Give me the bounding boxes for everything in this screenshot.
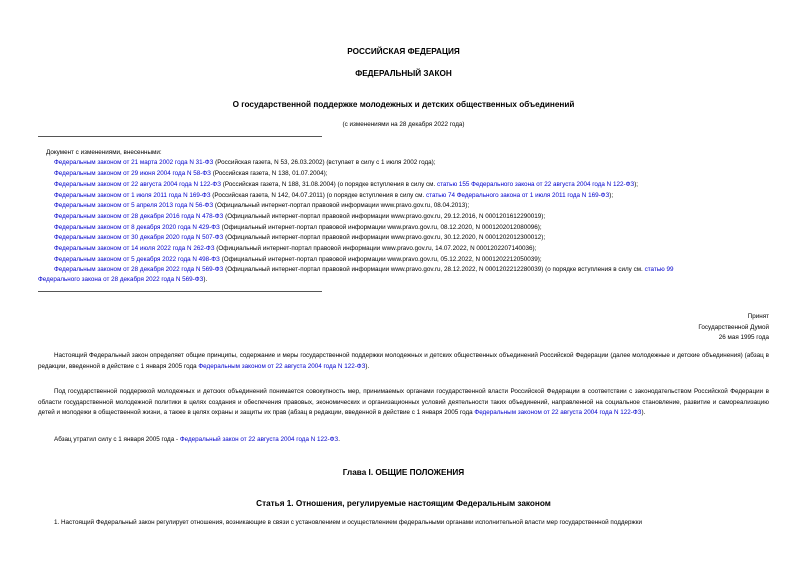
article-reference-link[interactable]: Федерального закона от 28 декабря 2022 года N 569-ФЗ [38, 276, 204, 283]
preamble-paragraph-2: Под государственной поддержкой молодежных и детских объединений понимается совокупность мер, принимаемых органами государственной власти Российской Федерации в соответствии с законодательством Российской Федерации в области государственной молодежной политики в целях создания и обеспечения правовых, экономических и организационных условий деятельности таких объединений, направленной на социальное становление, развитие и самореализацию детей и молодежи в общественной жизни, а также в целях охраны и защиты их прав (абзац в редакции, введенной в действие с 1 января 2005 года Федеральным законом от 22 августа 2004 года N 122-ФЗ). [38, 388, 769, 417]
divider-bottom [38, 291, 322, 292]
amendment-link[interactable]: Федеральным законом от 28 декабря 2016 года N 478-ФЗ [54, 213, 224, 220]
amendment-item: Федеральным законом от 8 декабря 2020 года N 429-ФЗ (Официальный интернет-портал правовой информации www.pravo.gov.ru, 08.12.2020, N 0001202012080096); [54, 224, 542, 231]
amendment-link[interactable]: Федеральным законом от 22 августа 2004 года N 122-ФЗ [198, 362, 366, 370]
divider-top [38, 136, 322, 137]
amendment-item: Федеральным законом от 30 декабря 2020 года N 507-ФЗ (Официальный интернет-портал правовой информации www.pravo.gov.ru, 30.12.2020, N 0001202012300012); [54, 234, 546, 241]
preamble-paragraph-1: Настоящий Федеральный закон определяет общие принципы, содержание и меры государственной поддержки молодежных и детских общественных объединений Российской Федерации (далее молодежные и детские объединения) (абзац в редакции, введенной в действие с 1 января 2005 года Федеральным законом от 22 августа 2004 года N 122-ФЗ). [38, 352, 769, 370]
law-title: О государственной поддержке молодежных и детских общественных объединений [232, 100, 575, 109]
chapter-heading: Глава I. ОБЩИЕ ПОЛОЖЕНИЯ [342, 468, 465, 477]
amendment-item: Федеральным законом от 5 декабря 2022 года N 498-ФЗ (Официальный интернет-портал правовой информации www.pravo.gov.ru, 05.12.2022, N 0001202212050039); [54, 256, 542, 263]
amendment-link[interactable]: Федеральный закон от 22 августа 2004 года N 122-ФЗ [179, 436, 339, 443]
article-heading: Статья 1. Отношения, регулируемые настоящим Федеральным законом [256, 499, 551, 508]
amendment-item: Федеральным законом от 29 июня 2004 года N 58-ФЗ (Российская газета, N 138, 01.07.2004); [54, 170, 328, 177]
amendment-item: Федеральным законом от 14 июля 2022 года N 262-ФЗ (Официальный интернет-портал правовой информации www.pravo.gov.ru, 14.07.2022, N 0001202207140036); [54, 245, 537, 252]
adoption-line: Принят [747, 313, 769, 320]
amendment-link[interactable]: Федеральным законом от 1 июля 2011 года N 169-ФЗ [54, 192, 211, 199]
amendment-item: Федеральным законом от 1 июля 2011 года N 169-ФЗ (Российская газета, N 142, 04.07.2011) (о порядке вступления в силу см. статью 74 Федерального закона от 1 июля 2011 года N 169-ФЗ); [54, 192, 614, 199]
amendment-link[interactable]: Федеральным законом от 22 августа 2004 года N 122-ФЗ [474, 409, 642, 417]
law-type-heading: ФЕДЕРАЛЬНЫЙ ЗАКОН [355, 69, 452, 78]
amendment-link[interactable]: Федеральным законом от 5 апреля 2013 года N 56-ФЗ [54, 202, 214, 209]
amendment-link[interactable]: Федеральным законом от 14 июля 2022 года N 262-ФЗ [54, 245, 215, 252]
amendment-link[interactable]: Федеральным законом от 5 декабря 2022 года N 498-ФЗ [54, 256, 220, 263]
article-reference-link[interactable]: статью 74 Федерального закона от 1 июля 2011 года N 169-ФЗ [426, 192, 610, 199]
amendment-item-continuation: Федерального закона от 28 декабря 2022 года N 569-ФЗ). [38, 276, 208, 283]
country-heading: РОССИЙСКАЯ ФЕДЕРАЦИЯ [347, 47, 460, 56]
adoption-line: Государственной Думой [698, 323, 769, 331]
amendment-link[interactable]: Федеральным законом от 28 декабря 2022 года N 569-ФЗ [54, 266, 224, 273]
adoption-date: 26 мая 1995 года [718, 334, 769, 342]
amendments-heading: Документ с изменениями, внесенными: [46, 149, 162, 156]
amendment-item: Федеральным законом от 28 декабря 2016 года N 478-ФЗ (Официальный интернет-портал правовой информации www.pravo.gov.ru, 29.12.2016, N 0001201612290019); [54, 213, 546, 220]
article-paragraph-1: 1. Настоящий Федеральный закон регулирует отношения, возникающие в связи с установлением и осуществлением федеральными органами исполнительной власти мер государственной поддержки [54, 519, 643, 526]
amendment-item: Федеральным законом от 21 марта 2002 года N 31-ФЗ (Российская газета, N 53, 26.03.2002) (вступает в силу с 1 июля 2002 года); [54, 159, 436, 166]
amendment-link[interactable]: Федеральным законом от 21 марта 2002 года N 31-ФЗ [54, 159, 214, 166]
amendment-item: Федеральным законом от 5 апреля 2013 года N 56-ФЗ (Официальный интернет-портал правовой информации www.pravo.gov.ru, 08.04.2013); [54, 202, 470, 209]
amendment-link[interactable]: Федеральным законом от 29 июня 2004 года N 58-ФЗ [54, 170, 211, 177]
amendment-item: Федеральным законом от 22 августа 2004 года N 122-ФЗ (Российская газета, N 188, 31.08.2004) (о порядке вступления в силу см. статью 155 Федерального закона от 22 августа 2004 года N 122-ФЗ); [54, 181, 639, 188]
article-reference-link[interactable]: статью 155 Федерального закона от 22 августа 2004 года N 122-ФЗ [436, 181, 635, 188]
amendment-link[interactable]: Федеральным законом от 8 декабря 2020 года N 429-ФЗ [54, 224, 220, 231]
revision-note: (с изменениями на 28 декабря 2022 года) [342, 121, 465, 128]
article-reference-link[interactable]: статью 99 [644, 266, 674, 273]
amendment-link[interactable]: Федеральным законом от 22 августа 2004 года N 122-ФЗ [54, 181, 222, 188]
amendment-item: Федеральным законом от 28 декабря 2022 года N 569-ФЗ (Официальный интернет-портал правовой информации www.pravo.gov.ru, 28.12.2022, N 0001202212280039) (о порядке вступления в силу см. статью 99 [54, 266, 674, 273]
amendment-link[interactable]: Федеральным законом от 30 декабря 2020 года N 507-ФЗ [54, 234, 224, 241]
preamble-paragraph-3: Абзац утратил силу с 1 января 2005 года - Федеральный закон от 22 августа 2004 года N 122-ФЗ. [54, 436, 340, 443]
adoption-block [698, 312, 769, 344]
